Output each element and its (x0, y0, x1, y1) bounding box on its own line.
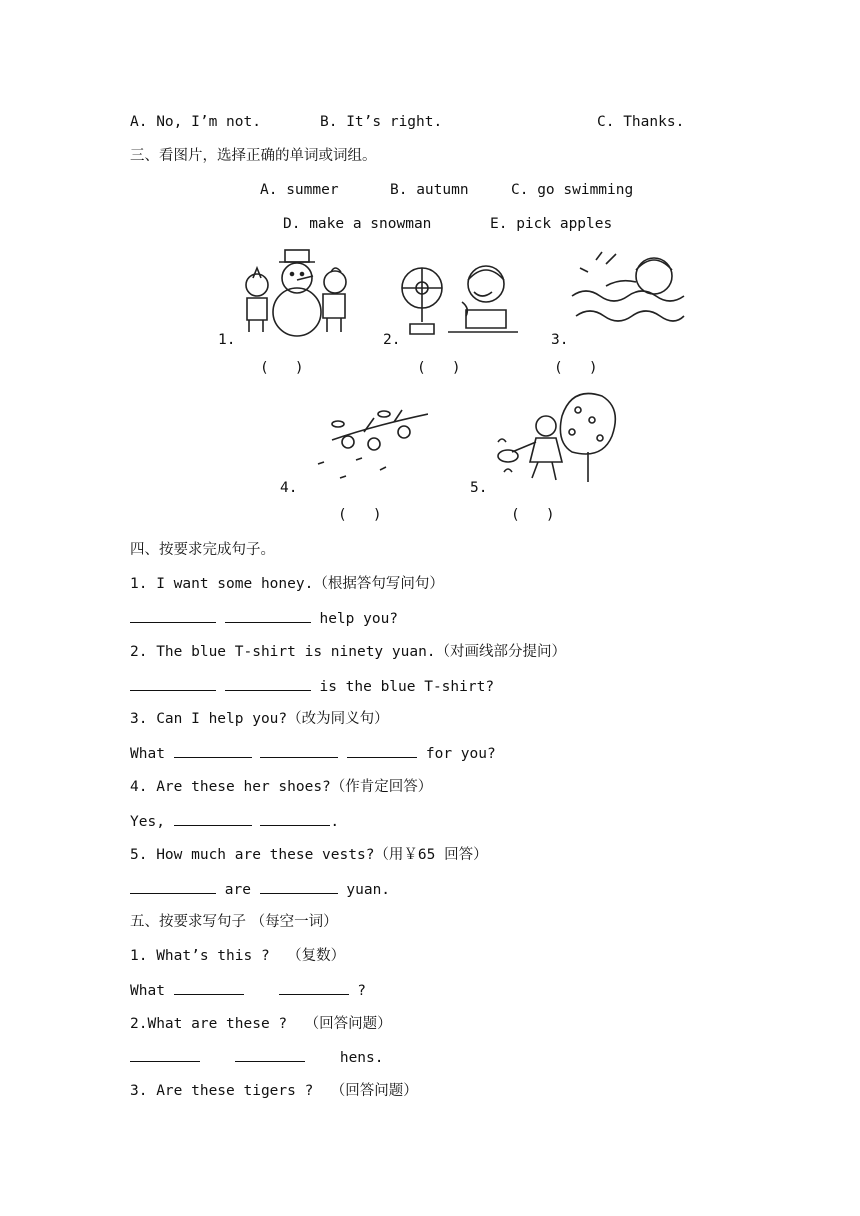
answer-line-1 (130, 980, 366, 1001)
answer-text: is the blue T-shirt? (310, 679, 495, 695)
answer-blank[interactable] (279, 980, 349, 995)
picture-number: 3. (551, 332, 569, 348)
answer-blank[interactable] (347, 743, 417, 758)
answer-text: yuan. (337, 882, 391, 898)
answer-blank[interactable] (174, 811, 252, 826)
question-2: 2. The blue T-shirt is ninety yuan.（对画线部分提问） (130, 644, 567, 660)
answer-blank[interactable] (260, 811, 330, 826)
answer-paren[interactable]: ( ) (554, 360, 598, 376)
answer-blank[interactable] (130, 676, 216, 691)
word-option-e: E. pick apples (490, 216, 613, 232)
option-b: B. It’s right. (320, 114, 443, 130)
answer-line-3 (130, 743, 496, 764)
question-4: 4. Are these her shoes?（作肯定回答） (130, 779, 433, 795)
answer-text: What (130, 983, 174, 999)
answer-line-1 (130, 608, 398, 629)
picture-number: 4. (280, 480, 298, 496)
answer-text: help you? (310, 611, 399, 627)
answer-paren[interactable]: ( ) (417, 360, 461, 376)
answer-text: ? (348, 983, 367, 999)
word-option-c: C. go swimming (511, 182, 634, 198)
picture-number: 1. (218, 332, 236, 348)
answer-line-2 (130, 676, 494, 697)
snowman-icon (235, 240, 357, 340)
answer-blank[interactable] (174, 743, 252, 758)
question-2: 2.What are these ? （回答问题） (130, 1016, 392, 1032)
question-3: 3. Are these tigers ? （回答问题） (130, 1083, 418, 1099)
question-5: 5. How much are these vests?（用￥65 回答） (130, 847, 488, 863)
apple-branch-icon (304, 400, 428, 488)
answer-blank[interactable] (130, 608, 216, 623)
answer-line-5 (130, 879, 390, 900)
answer-line-2 (130, 1047, 384, 1068)
word-option-d: D. make a snowman (283, 216, 432, 232)
swimmer-icon (566, 240, 690, 340)
answer-text: for you? (417, 746, 496, 762)
answer-text: What (130, 746, 174, 762)
question-3: 3. Can I help you?（改为同义句） (130, 711, 389, 727)
answer-line-4 (130, 811, 339, 832)
answer-paren[interactable]: ( ) (338, 507, 382, 523)
question-1: 1. I want some honey.（根据答句写问句） (130, 576, 444, 592)
answer-text: hens. (339, 1050, 384, 1066)
fan-watermelon-icon (400, 262, 522, 340)
picture-number: 5. (470, 480, 488, 496)
option-a: A. No, I’m not. (130, 114, 261, 130)
option-c: C. Thanks. (597, 114, 685, 130)
answer-blank[interactable] (260, 743, 338, 758)
word-option-b: B. autumn (390, 182, 469, 198)
section3-title: 三、看图片，选择正确的单词或词组。 (130, 148, 377, 164)
answer-paren[interactable]: ( ) (260, 360, 304, 376)
answer-blank[interactable] (130, 1047, 200, 1062)
answer-text: Yes, (130, 814, 174, 830)
answer-blank[interactable] (174, 980, 244, 995)
answer-paren[interactable]: ( ) (511, 507, 555, 523)
section4-title: 四、按要求完成句子。 (130, 542, 275, 558)
answer-blank[interactable] (225, 608, 311, 623)
answer-blank[interactable] (225, 676, 311, 691)
apple-picking-icon (492, 386, 620, 490)
picture-number: 2. (383, 332, 401, 348)
answer-blank[interactable] (235, 1047, 305, 1062)
word-option-a: A. summer (260, 182, 339, 198)
answer-text: are (216, 882, 260, 898)
answer-blank[interactable] (260, 879, 338, 894)
answer-blank[interactable] (130, 879, 216, 894)
question-1: 1. What’s this ? （复数） (130, 948, 346, 964)
answer-text: . (330, 814, 340, 830)
section5-title: 五、按要求写句子 （每空一词） (130, 914, 338, 930)
